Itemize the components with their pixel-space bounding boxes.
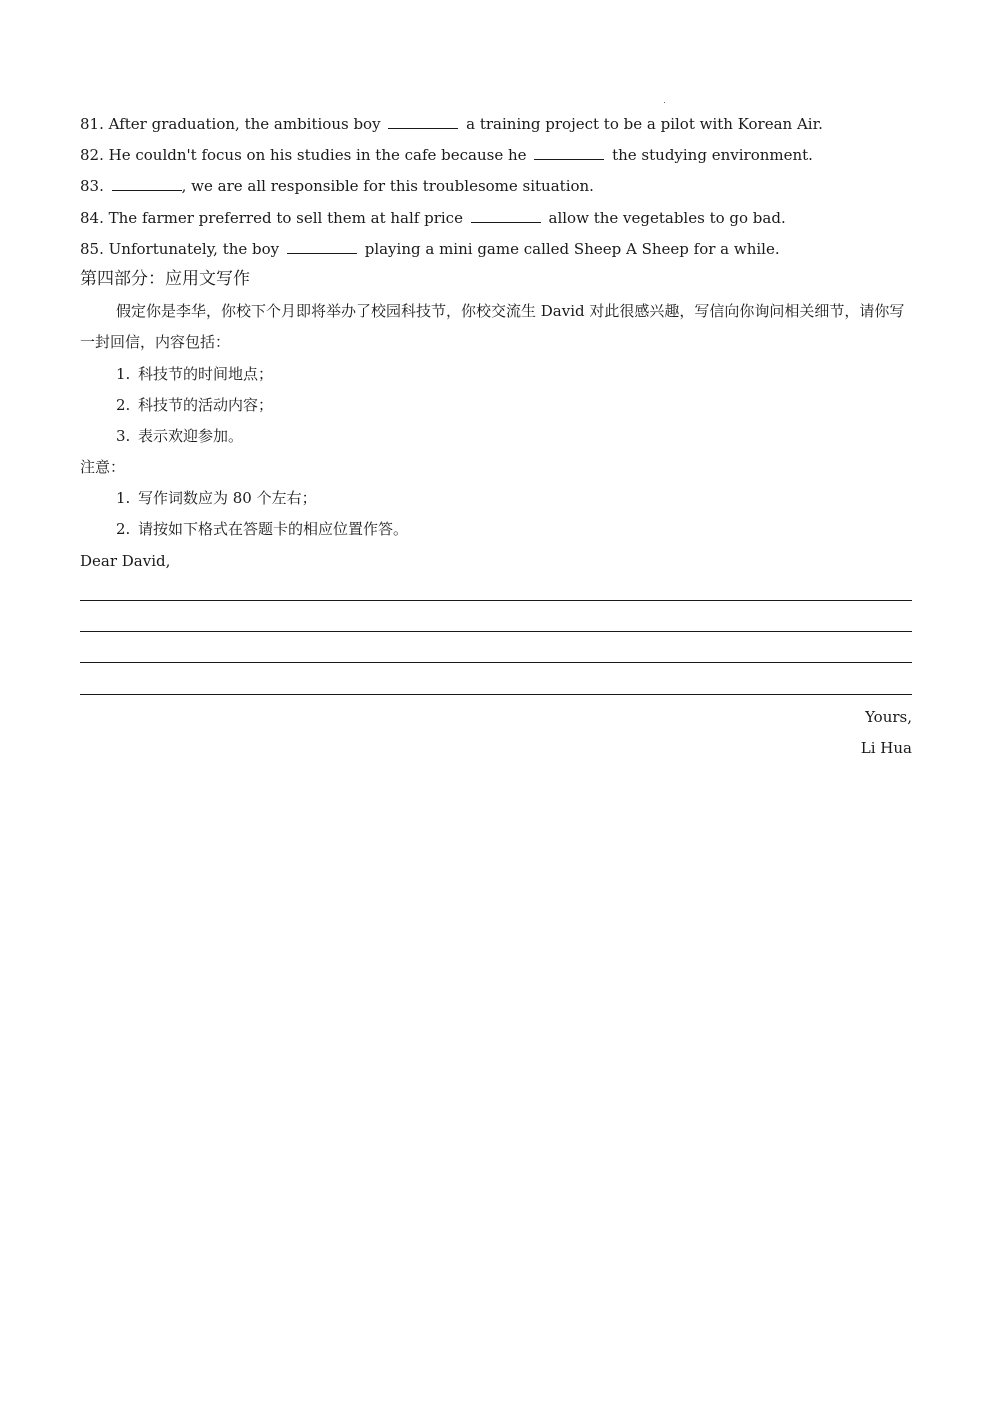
answer-blank[interactable] [471,208,541,223]
letter-closing: Yours, [865,708,912,726]
exercise-text-after: , we are all responsible for this troublesome situation. [181,177,594,195]
exercise-text-before: Unfortunately, the boy [108,240,280,258]
exercise-83 [80,176,594,196]
answer-blank[interactable] [112,176,182,191]
exercise-82 [80,145,813,165]
list-text: 表示欢迎参加。 [138,427,244,445]
writing-prompt: 假定你是李华，你校下个月即将举办了校园科技节，你校交流生 David 对此很感兴趣，写信向你询问相关细节，请你写一封回信，内容包括： [80,302,905,351]
letter-greeting: Dear David, [80,552,171,570]
exercise-text-after: a training project to be a pilot with Korean Air. [466,115,823,133]
exercise-text-before: The farmer preferred to sell them at half price [108,209,463,227]
note-label: 注意： [80,458,126,476]
exercise-84 [80,208,786,228]
list-number: 1. [116,489,131,507]
exercise-number: 84. [80,209,104,227]
answer-blank[interactable] [287,239,357,254]
list-number: 3. [116,427,131,445]
note-2 [116,519,408,539]
answer-blank[interactable] [534,145,604,160]
answer-line-1[interactable] [80,600,912,601]
letter-signature: Li Hua [860,739,912,757]
answer-blank[interactable] [388,114,458,129]
prompt-point-2 [116,395,273,415]
prompt-point-3 [116,426,243,446]
exercise-number: 82. [80,146,104,164]
list-text: 科技节的活动内容； [138,396,274,414]
list-number: 2. [116,520,131,538]
exercise-85 [80,239,780,259]
list-number: 1. [116,365,131,383]
answer-line-2[interactable] [80,631,912,632]
list-text: 请按如下格式在答题卡的相应位置作答。 [138,520,409,538]
exercise-number: 83. [80,177,104,195]
exercise-text-after: playing a mini game called Sheep A Sheep for a while. [364,240,780,258]
list-number: 2. [116,396,131,414]
exercise-text-after: allow the vegetables to go bad. [548,209,786,227]
section-title: 第四部分：应用文写作 [80,269,250,289]
exercise-text-after: the studying environment. [612,146,813,164]
list-text: 写作词数应为 80 个左右； [138,489,317,507]
exercise-text-before: He couldn't focus on his studies in the cafe because he [108,146,527,164]
exercise-text-before: After graduation, the ambitious boy [108,115,381,133]
exercise-number: 81. [80,115,104,133]
answer-line-3[interactable] [80,662,912,663]
exercise-81 [80,114,823,134]
note-1 [116,488,317,508]
exercise-number: 85. [80,240,104,258]
answer-line-4[interactable] [80,694,912,695]
list-text: 科技节的时间地点； [138,365,274,383]
prompt-point-1 [116,364,273,384]
stray-dot [664,102,665,103]
